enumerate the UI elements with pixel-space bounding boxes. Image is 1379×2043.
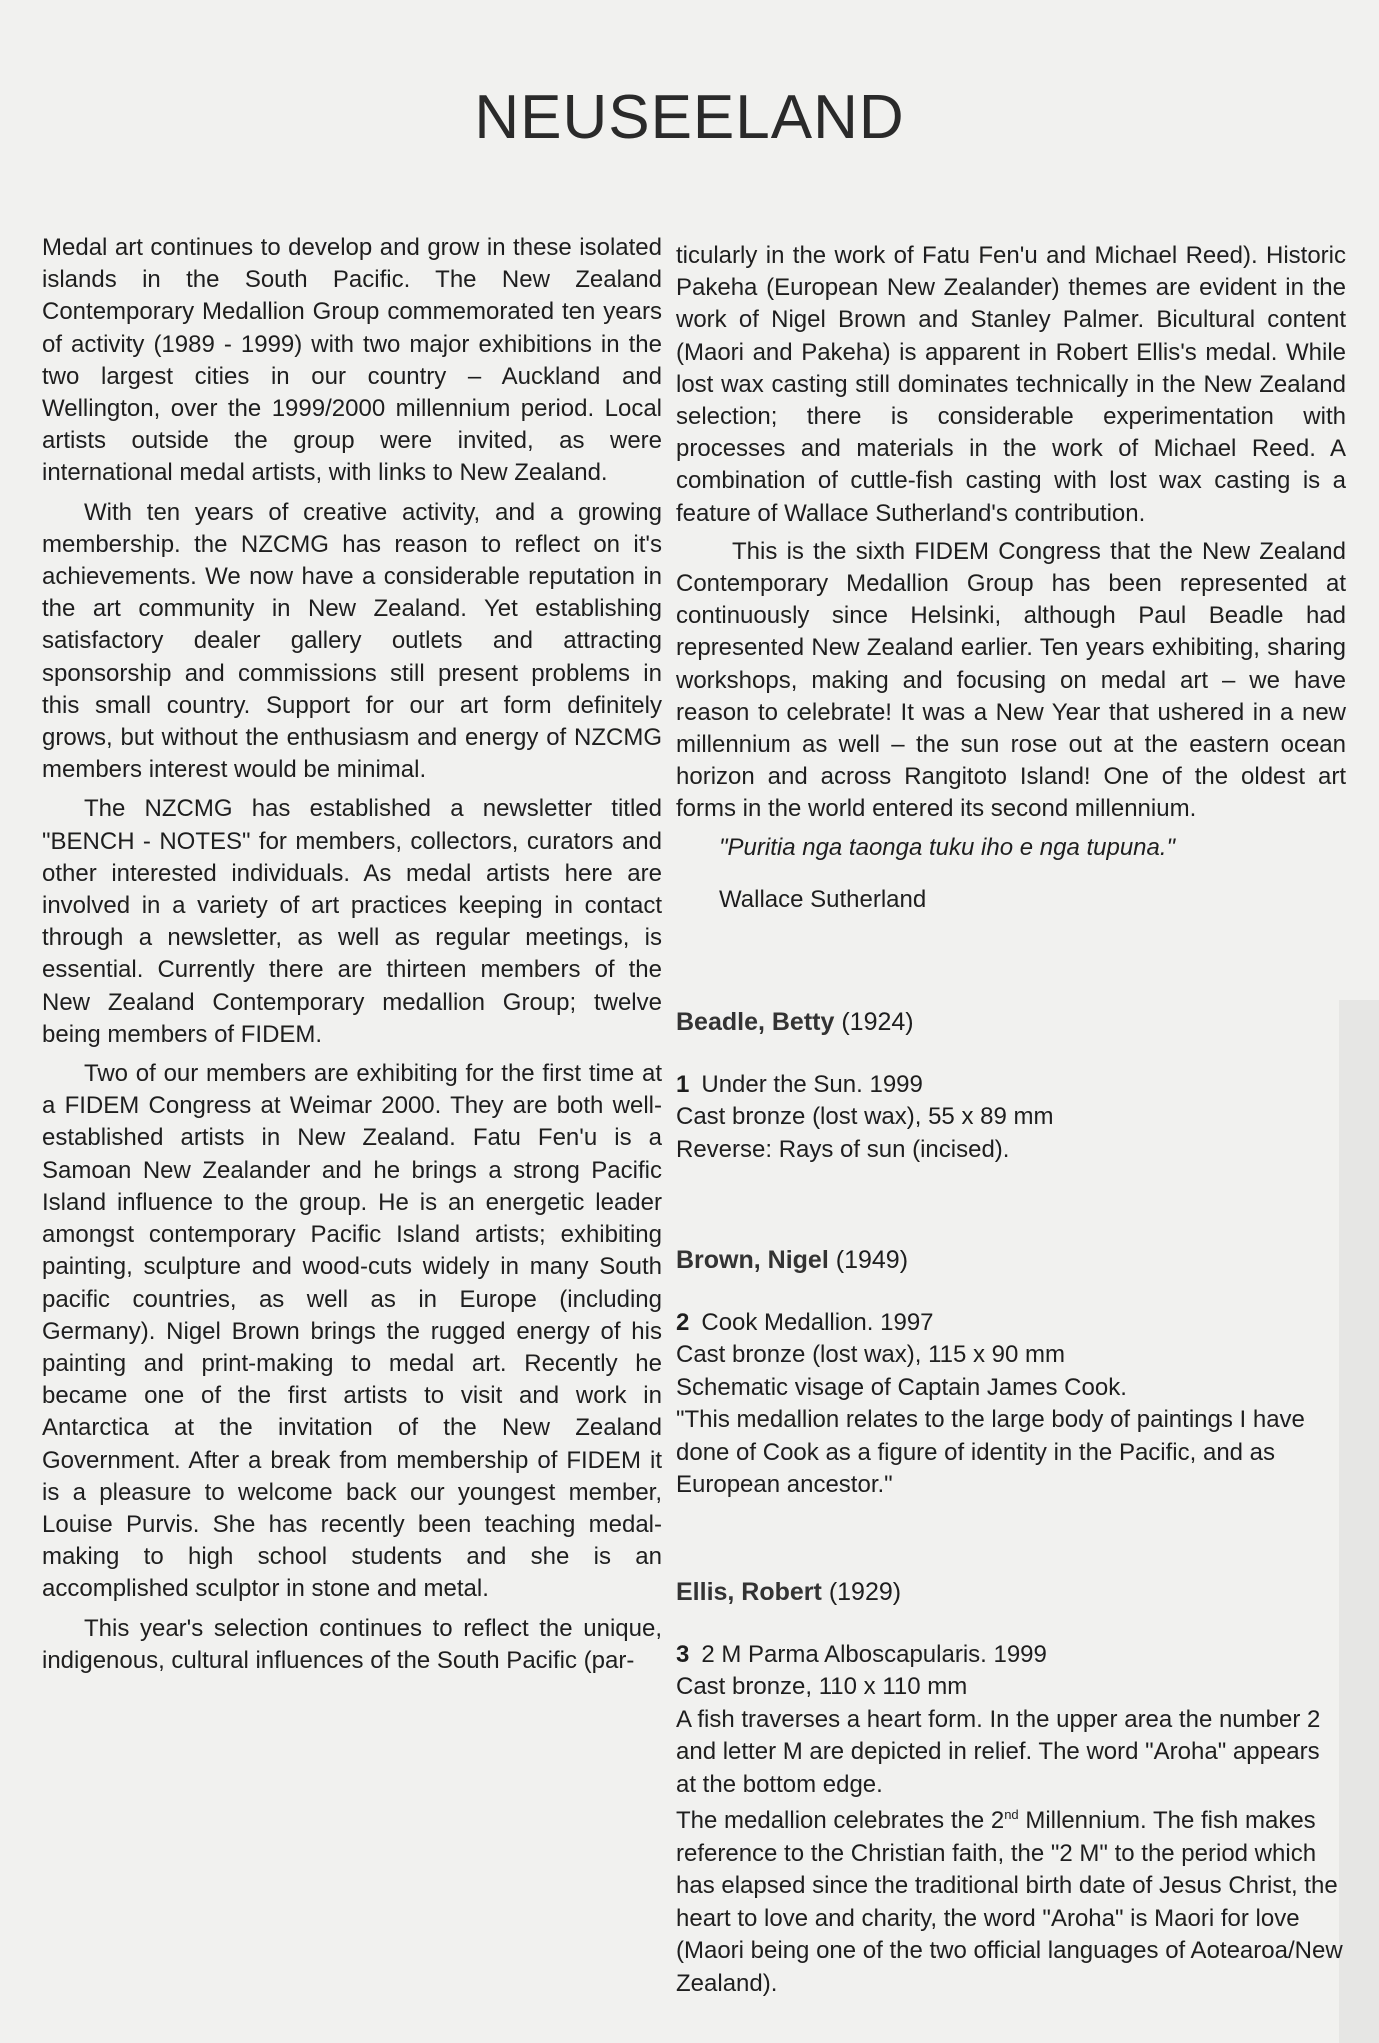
entry-details bbox=[676, 1307, 1346, 1502]
catalogue-entry bbox=[676, 1006, 1346, 1166]
entry-title-line bbox=[676, 1307, 1346, 1340]
entry-description: Schematic visage of Captain James Cook. bbox=[676, 1373, 1127, 1401]
artist-name: Beadle, Betty bbox=[676, 1008, 835, 1036]
body-paragraph: With ten years of creative activity, and a growing membership. the NZCMG has reason to reflect on it's achievements. We now have a considerable reputation in the art community in New Zealand. Yet establishing satisfactory dealer gallery outlets and attracting sponsorship and commissions still present problems in this small country. Support for our art form definitely grows, but without the enthusiasm and energy of NZCMG members interest would be minimal. bbox=[42, 498, 662, 784]
entry-material: Cast bronze (lost wax), 115 x 90 mm bbox=[676, 1341, 1066, 1368]
intro-paragraph: Medal art continues to develop and grow in these isolated islands in the South Pacific. The New Zealand Contemporary Medallion Group commemorated ten years of activity (1989 - 1999) with two major exhibitions in the two largest cities in our country – Auckland and Wellington, over the 1999/2000 millennium period. Local artists outside the group were invited, as were international medal artists, with links to New Zealand. bbox=[42, 234, 662, 487]
artist-name: Ellis, Robert bbox=[676, 1578, 822, 1606]
note-text-start: The medallion celebrates the 2 bbox=[676, 1807, 1005, 1834]
maori-quote: "Puritia nga taonga tuku iho e nga tupuna." bbox=[719, 833, 1176, 861]
entry-title-line bbox=[676, 1069, 1346, 1102]
artist-heading bbox=[676, 1006, 1346, 1039]
ordinal-suffix: nd bbox=[1004, 1807, 1019, 1822]
artist-years: (1929) bbox=[828, 1578, 902, 1606]
catalogue-entry bbox=[676, 1576, 1346, 2000]
note-text-end: Millennium. The fish makes reference to the Christian faith, the "2 M" to the period which has elapsed since the traditional birth date of Jesus Christ, the heart to love and charity, the word "Aroha" is Maori for love (Maori being one of the two official languages of Aotearoa/New Zealand). bbox=[676, 1807, 1343, 1997]
entry-description: A fish traverses a heart form. In the upper area the number 2 and letter M are depicted in relief. The word "Aroha" appears at the bottom edge. bbox=[676, 1705, 1321, 1798]
artist-name: Brown, Nigel bbox=[676, 1246, 829, 1274]
entry-details bbox=[676, 1069, 1346, 1167]
entry-note bbox=[676, 1805, 1346, 2000]
entry-title: Under the Sun. 1999 bbox=[701, 1070, 923, 1098]
continued-paragraph: ticularly in the work of Fatu Fen'u and Michael Reed). Historic Pakeha (European New Zealander) themes are evident in the work of Nigel Brown and Stanley Palmer. Bicultural content (Maori and Pakeha) is apparent in Robert Ellis's medal. While lost wax casting still dominates technically in the New Zealand selection; there is considerable experimentation with processes and materials in the work of Michael Reed. A combination of cuttle-fish casting with lost wax casting is a feature of Wallace Sutherland's contribution. bbox=[676, 242, 1346, 527]
entry-description: Reverse: Rays of sun (incised). bbox=[676, 1135, 1010, 1163]
page-title: NEUSEELAND bbox=[474, 82, 905, 152]
left-column bbox=[42, 232, 662, 1677]
entry-title-line bbox=[676, 1639, 1346, 1672]
right-column bbox=[676, 240, 1346, 916]
entry-number: 1 bbox=[676, 1070, 690, 1098]
entry-material: Cast bronze, 110 x 110 mm bbox=[676, 1673, 968, 1700]
body-paragraph: This is the sixth FIDEM Congress that the New Zealand Contemporary Medallion Group has been represented at continuously since Helsinki, although Paul Beadle had represented New Zealand earlier. Ten years exhibiting, sharing workshops, making and focusing on medal art – we have reason to celebrate! It was a New Year that ushered in a new millennium as well – the sun rose out at the eastern ocean horizon and across Rangitoto Island! One of the oldest art forms in the world entered its second millennium. bbox=[676, 537, 1346, 823]
entry-number: 3 bbox=[676, 1640, 690, 1668]
artist-heading bbox=[676, 1244, 1346, 1277]
artist-heading bbox=[676, 1576, 1346, 1609]
entry-details bbox=[676, 1639, 1346, 2001]
entry-title: 2 M Parma Alboscapularis. 1999 bbox=[701, 1640, 1047, 1668]
body-paragraph: This year's selection continues to reflect the unique, indigenous, cultural influences of the South Pacific (par- bbox=[42, 1614, 662, 1674]
entry-artist-statement: "This medallion relates to the large body of paintings I have done of Cook as a figure of identity in the Pacific, and as European ancestor." bbox=[676, 1406, 1305, 1498]
catalogue-entry bbox=[676, 1244, 1346, 1502]
entry-title: Cook Medallion. 1997 bbox=[701, 1308, 934, 1336]
author-signature: Wallace Sutherland bbox=[719, 885, 927, 913]
body-paragraph: The NZCMG has established a newsletter titled "BENCH - NOTES" for members, collectors, curators and other interested individuals. As medal artists here are involved in a variety of art practices keeping in contact through a newsletter, as well as regular meetings, is essential. Currently there are thirteen members of the New Zealand Contemporary medallion Group; twelve being members of FIDEM. bbox=[42, 795, 662, 1048]
artist-years: (1924) bbox=[841, 1008, 914, 1036]
artist-years: (1949) bbox=[835, 1246, 909, 1274]
body-paragraph: Two of our members are exhibiting for the first time at a FIDEM Congress at Weimar 2000. They are both well-established artists in New Zealand. Fatu Fen'u is a Samoan New Zealander and he brings a strong Pacific Island influence to the group. He is an energetic leader amongst contemporary Pacific Island artists; exhibiting painting, sculpture and wood-cuts widely in many South pacific countries, as well as in Europe (including Germany). Nigel Brown brings the rugged energy of his painting and print-making to medal art. Recently he became one of the first artists to visit and work in Antarctica at the invitation of the New Zealand Government. After a break from membership of FIDEM it is a pleasure to welcome back our youngest member, Louise Purvis. She has recently been teaching medal-making to high school students and she is an accomplished sculptor in stone and metal. bbox=[42, 1060, 662, 1603]
entry-material: Cast bronze (lost wax), 55 x 89 mm bbox=[676, 1103, 1054, 1130]
entry-number: 2 bbox=[676, 1308, 690, 1336]
